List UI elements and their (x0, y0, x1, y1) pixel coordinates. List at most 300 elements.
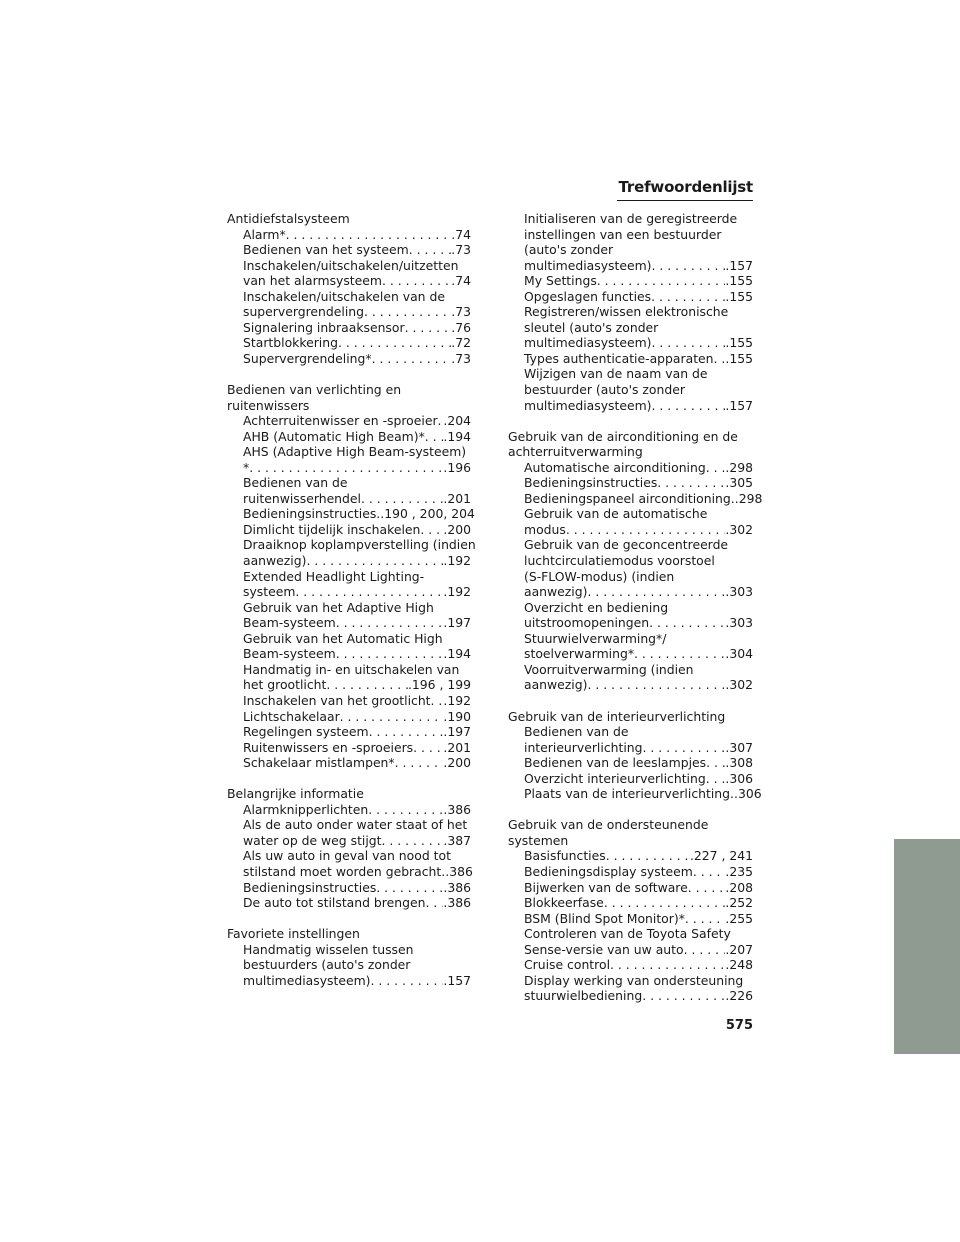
dot-leader (684, 942, 726, 958)
section-title: Gebruik van de interieurverlichting (508, 708, 726, 724)
entry-text-line: Inschakelen/uitschakelen van de (243, 288, 445, 304)
index-entry (227, 569, 471, 600)
entry-page-ref: .304 (725, 646, 753, 662)
dot-leader (382, 273, 451, 289)
dot-leader (295, 584, 443, 600)
entry-page-ref: .73 (451, 350, 471, 366)
entry-last-line (243, 755, 471, 771)
entry-last-line (243, 895, 471, 911)
entry-page-ref: .197 (443, 724, 471, 740)
index-entry (227, 351, 471, 367)
entry-term: multimediasysteem) (524, 397, 652, 413)
entry-last-line (524, 957, 753, 973)
entry-term: Achterruitenwisser en -sproeier (243, 413, 438, 429)
entry-page-ref: .155 (725, 335, 753, 351)
entry-last-line (524, 335, 753, 351)
entry-text-line: Wijzigen van de naam van de (524, 366, 708, 382)
entry-text-line: Registreren/wissen elektronische (524, 304, 729, 320)
index-entry (508, 273, 753, 289)
dot-leader (382, 833, 444, 849)
dot-leader (566, 522, 726, 538)
entry-page-ref: .155 (725, 288, 753, 304)
index-column-right (508, 211, 763, 1019)
entry-last-line (524, 522, 753, 538)
page-header-title: Trefwoordenlijst (618, 178, 753, 196)
entry-term: Schakelaar mistlampen* (243, 755, 395, 771)
entry-term: stoelverwarming* (524, 646, 635, 662)
entry-term: multimediasysteem) (524, 335, 652, 351)
section-title: Gebruik van de ondersteunende (508, 817, 709, 833)
entry-last-line (524, 615, 753, 631)
entry-text-line: AHS (Adaptive High Beam-systeem) (243, 444, 467, 460)
entry-term: Sense-versie van uw auto (524, 941, 684, 957)
entry-term: het grootlicht (243, 677, 327, 693)
index-entry (227, 693, 471, 709)
index-section (508, 211, 753, 413)
entry-page-ref: .192 (443, 553, 471, 569)
entry-text-line: (S-FLOW-modus) (indien (524, 568, 675, 584)
entry-term: uitstroomopeningen (524, 615, 650, 631)
entry-page-ref: .307 (725, 739, 753, 755)
index-column-left (227, 211, 476, 1004)
entry-term: Bedieningsinstructies (524, 475, 658, 491)
entry-last-line (524, 460, 753, 476)
entry-page-ref: .235 (725, 863, 753, 879)
dot-leader (706, 771, 726, 787)
entry-term: Beam-systeem (243, 646, 336, 662)
entry-term: Signalering inbraaksensor (243, 319, 405, 335)
entry-page-ref: .303 (725, 615, 753, 631)
entry-last-line (243, 491, 471, 507)
dot-leader (606, 848, 690, 864)
entry-last-line (524, 351, 753, 367)
entry-page-ref: .200 (443, 755, 471, 771)
entry-term: Dimlicht tijdelijk inschakelen (243, 521, 421, 537)
index-entry (227, 895, 471, 911)
entry-page-ref: .196 (443, 459, 471, 475)
entry-text-line: Handmatig wisselen tussen (243, 941, 414, 957)
index-entry (227, 724, 471, 740)
entry-text-line: bestuurders (auto's zonder (243, 957, 411, 973)
dot-leader (643, 740, 726, 756)
index-entry (508, 537, 753, 599)
index-entry (508, 724, 753, 755)
index-entry (227, 227, 471, 243)
index-entry (227, 817, 471, 848)
index-entry (508, 864, 753, 880)
entry-page-ref: .302 (725, 521, 753, 537)
entry-term: My Settings (524, 273, 597, 289)
entry-page-ref: .157 (443, 972, 471, 988)
index-entry (227, 755, 471, 771)
entry-page-ref: .157 (725, 397, 753, 413)
entry-text-line: Initialiseren van de geregistreerde (524, 211, 738, 226)
entry-text-line: Overzicht en bediening (524, 599, 669, 615)
entry-last-line (524, 771, 753, 787)
entry-last-line (524, 273, 753, 289)
dot-leader (657, 475, 725, 491)
entry-page-ref: .306 (734, 786, 762, 802)
entry-term: De auto tot stilstand brengen (243, 895, 426, 911)
entry-last-line (243, 304, 471, 320)
entry-text-line: Gebruik van de automatische (524, 506, 708, 522)
entry-last-line (524, 289, 753, 305)
entry-term: Startblokkering (243, 335, 338, 351)
index-entry (508, 366, 753, 413)
entry-page-ref: .302 (725, 677, 753, 693)
dot-leader (597, 273, 726, 289)
entry-last-line (524, 786, 762, 802)
entry-last-line (243, 320, 471, 336)
dot-leader (405, 320, 452, 336)
index-entry (227, 242, 471, 258)
dot-leader (652, 398, 726, 414)
entry-term: supervergrendeling (243, 304, 364, 320)
entry-term: Ruitenwissers en -sproeiers (243, 739, 414, 755)
section-title: Bedienen van verlichting en (227, 382, 402, 398)
entry-page-ref: .386 (443, 879, 471, 895)
index-entry (508, 848, 753, 864)
entry-last-line (524, 398, 753, 414)
entry-last-line (524, 988, 753, 1004)
dot-leader (652, 335, 726, 351)
entry-last-line (243, 724, 471, 740)
index-entry (508, 304, 753, 351)
index-entry (227, 320, 471, 336)
entry-term: Bedieningspaneel airconditioning (524, 490, 731, 506)
entry-page-ref: .207 (725, 941, 753, 957)
index-section (508, 428, 763, 693)
entry-term: stuurwielbediening (524, 988, 643, 1004)
dot-leader (409, 242, 452, 258)
entry-page-ref: .72 (451, 335, 471, 351)
entry-last-line (243, 460, 471, 476)
entry-last-line (524, 646, 753, 662)
entry-last-line (524, 258, 753, 274)
entry-term: aanwezig) (524, 584, 588, 600)
index-entry (227, 289, 471, 320)
index-section (227, 786, 471, 910)
section-title: achterruitverwarming (508, 444, 643, 460)
index-entry (227, 880, 471, 896)
entry-text-line: sleutel (auto's zonder (524, 319, 659, 335)
section-title: systemen (508, 832, 569, 848)
index-entry (227, 522, 471, 538)
entry-page-ref: .194 (443, 428, 471, 444)
entry-term: BSM (Blind Spot Monitor)* (524, 910, 685, 926)
entry-page-ref: .190 (443, 708, 471, 724)
index-entry (227, 802, 471, 818)
entry-term: Bedieningsinstructies (243, 506, 377, 522)
dot-leader (371, 973, 444, 989)
entry-last-line (524, 880, 753, 896)
entry-text-line: luchtcirculatiemodus voorstoel (524, 553, 715, 569)
entry-page-ref: .303 (725, 584, 753, 600)
dot-leader (336, 646, 444, 662)
entry-term: aanwezig) (524, 677, 588, 693)
entry-term: interieurverlichting (524, 739, 643, 755)
dot-leader (634, 646, 725, 662)
entry-last-line (524, 677, 753, 693)
dot-leader (706, 460, 726, 476)
dot-leader (368, 802, 443, 818)
dot-leader (651, 289, 725, 305)
index-section (227, 382, 476, 771)
entry-last-line (243, 242, 471, 258)
entry-term: ruitenwisserhendel (243, 490, 361, 506)
entry-page-ref: .252 (725, 895, 753, 911)
index-section (508, 708, 762, 802)
entry-page-ref: .73 (451, 242, 471, 258)
index-entry (508, 289, 753, 305)
dot-leader (340, 709, 444, 725)
dot-leader (610, 957, 725, 973)
entry-last-line (243, 615, 471, 631)
section-title: Favoriete instellingen (227, 926, 360, 942)
index-section (227, 211, 471, 366)
dot-leader (286, 227, 452, 243)
entry-term: multimediasysteem) (524, 257, 652, 273)
entry-term: Opgeslagen functies (524, 288, 652, 304)
entry-page-ref: .192 (443, 692, 471, 708)
entry-term: Supervergrendeling* (243, 350, 372, 366)
index-entry (227, 740, 471, 756)
dot-leader (306, 553, 443, 569)
index-section (508, 817, 753, 1004)
page-number: 575 (725, 1018, 753, 1033)
entry-page-ref: .386 (443, 895, 471, 911)
entry-page-ref: .74 (451, 273, 471, 289)
index-entry (508, 973, 753, 1004)
index-entry (508, 211, 753, 273)
entry-page-ref: .192 (443, 584, 471, 600)
entry-text-line: Gebruik van het Automatic High (243, 630, 443, 646)
entry-last-line (243, 553, 471, 569)
entry-last-line (243, 335, 471, 351)
index-entry (508, 755, 753, 771)
entry-term: Overzicht interieurverlichting (524, 770, 706, 786)
dot-leader (425, 429, 444, 445)
entry-text-line: Controleren van de Toyota Safety (524, 926, 731, 942)
dot-leader (642, 988, 725, 1004)
dot-leader (688, 880, 726, 896)
entry-text-line: Gebruik van de geconcentreerde (524, 537, 729, 553)
section-title: Belangrijke informatie (227, 786, 364, 802)
dot-leader (431, 693, 444, 709)
entry-term: Regelingen systeem (243, 724, 369, 740)
entry-last-line (243, 584, 471, 600)
entry-term: Bijwerken van de software (524, 879, 688, 895)
dot-leader (361, 491, 443, 507)
entry-page-ref: .386 (443, 801, 471, 817)
entry-term: Basisfuncties (524, 848, 606, 864)
index-entry (227, 413, 471, 429)
entry-term: Bedieningsinstructies (243, 879, 377, 895)
entry-page-ref: .227 , 241 (689, 848, 753, 864)
entry-last-line (524, 911, 753, 927)
entry-text-line: Handmatig in- en uitschakelen van (243, 661, 460, 677)
index-entry (227, 335, 471, 351)
entry-text-line: instellingen van een bestuurder (524, 226, 722, 242)
entry-page-ref: .194 (443, 646, 471, 662)
entry-last-line (524, 848, 753, 864)
dot-leader (420, 522, 443, 538)
section-title: ruitenwissers (227, 397, 310, 413)
entry-term: water op de weg stijgt (243, 832, 382, 848)
entry-page-ref: .73 (451, 304, 471, 320)
entry-text-line: Inschakelen/uitschakelen/uitzetten (243, 257, 459, 273)
entry-term: Alarmknipperlichten (243, 801, 369, 817)
entry-last-line (243, 351, 471, 367)
entry-page-ref: .208 (725, 879, 753, 895)
index-entry (227, 258, 471, 289)
entry-last-line (524, 584, 753, 600)
entry-page-ref: .298 (734, 490, 763, 506)
index-entry (227, 848, 471, 879)
entry-text-line: bestuurder (auto's zonder (524, 382, 685, 398)
entry-last-line (243, 429, 471, 445)
index-entry (227, 429, 471, 445)
entry-text-line: Extended Headlight Lighting- (243, 568, 425, 584)
index-entry (227, 506, 475, 522)
entry-term: stilstand moet worden gebracht (243, 863, 442, 879)
entry-page-ref: .308 (725, 755, 753, 771)
dot-leader (685, 911, 726, 927)
header-rule (617, 200, 753, 201)
index-entry (508, 490, 763, 507)
dot-leader (372, 351, 452, 367)
index-entry (508, 631, 753, 662)
entry-last-line (243, 740, 471, 756)
entry-text-line: Bedienen van de (243, 475, 348, 491)
entry-last-line (243, 506, 475, 522)
entry-page-ref: .201 (443, 739, 471, 755)
entry-last-line (243, 880, 471, 896)
entry-last-line (243, 677, 471, 693)
entry-term: multimediasysteem) (243, 972, 371, 988)
index-entry (227, 444, 471, 475)
entry-last-line (243, 227, 471, 243)
dot-leader (652, 258, 726, 274)
index-entry (508, 957, 753, 973)
entry-last-line (243, 646, 471, 662)
entry-term: Bedienen van de leeslampjes (524, 755, 707, 771)
entry-text-line: Gebruik van het Adaptive High (243, 599, 434, 615)
entry-page-ref: .248 (725, 957, 753, 973)
entry-page-ref: .200 (443, 521, 471, 537)
entry-page-ref: .305 (725, 475, 753, 491)
index-entry (227, 537, 476, 569)
entry-text-line: Bedienen van de (524, 724, 629, 740)
entry-text-line: Display werking van ondersteuning (524, 972, 744, 988)
entry-term: Types authenticatie-apparaten (524, 350, 714, 366)
dot-leader (649, 615, 725, 631)
entry-page-ref: .226 (725, 988, 753, 1004)
index-entry (508, 475, 753, 491)
entry-last-line (243, 833, 471, 849)
index-entry (227, 942, 471, 989)
index-entry (227, 600, 471, 631)
entry-last-line (524, 864, 753, 880)
entry-text-line: Draaiknop koplampverstelling (indien (243, 537, 476, 553)
index-entry (227, 662, 471, 693)
index-entry (508, 351, 753, 367)
index-entry (508, 506, 753, 537)
entry-page-ref: .298 (725, 459, 753, 475)
entry-last-line (524, 755, 753, 771)
dot-leader (326, 677, 408, 693)
entry-text-line: Als uw auto in geval van nood tot (243, 848, 451, 864)
index-entry (508, 880, 753, 896)
entry-term: aanwezig) (243, 553, 307, 569)
entry-last-line (243, 802, 471, 818)
entry-page-ref: .155 (725, 350, 753, 366)
entry-last-line (243, 693, 471, 709)
entry-last-line (524, 490, 763, 507)
entry-term: Bedieningsdisplay systeem (524, 863, 693, 879)
entry-page-ref: .201 (443, 490, 471, 506)
index-entry (227, 709, 471, 725)
dot-leader (338, 335, 451, 351)
index-section (227, 926, 471, 988)
dot-leader (364, 304, 451, 320)
entry-term: Blokkeerfase (524, 895, 604, 911)
entry-term: Plaats van de interieurverlichting (524, 786, 731, 802)
entry-last-line (243, 413, 471, 429)
entry-term: van het alarmsysteem (243, 273, 382, 289)
entry-last-line (524, 942, 753, 958)
section-tab-marker (894, 839, 960, 1054)
entry-last-line (524, 895, 753, 911)
entry-last-line (524, 740, 753, 756)
dot-leader (604, 895, 726, 911)
dot-leader (425, 895, 443, 911)
entry-last-line (243, 973, 471, 989)
entry-page-ref: .204 (443, 413, 471, 429)
section-title: Gebruik van de airconditioning en de (508, 428, 738, 444)
index-entry (508, 895, 753, 911)
entry-text-line: Stuurwielverwarming*/ (524, 630, 667, 646)
entry-text-line: Als de auto onder water staat of het (243, 817, 468, 833)
entry-page-ref: .190 , 200, 204 (380, 506, 475, 522)
dot-leader (413, 740, 443, 756)
dot-leader (395, 755, 444, 771)
entry-page-ref: .76 (451, 319, 471, 335)
index-entry (508, 662, 753, 693)
entry-last-line (243, 864, 471, 880)
entry-page-ref: .155 (725, 273, 753, 289)
dot-leader (714, 351, 726, 367)
index-entry (508, 771, 753, 787)
entry-page-ref: .157 (725, 257, 753, 273)
dot-leader (587, 677, 725, 693)
entry-last-line (243, 522, 471, 538)
dot-leader (369, 724, 444, 740)
entry-term: Inschakelen van het grootlicht (243, 692, 431, 708)
index-entry (508, 926, 753, 957)
dot-leader (587, 584, 725, 600)
index-entry (508, 600, 753, 631)
entry-term: Alarm* (243, 226, 286, 242)
entry-term: Automatische airconditioning (524, 459, 706, 475)
entry-text-line: (auto's zonder (524, 242, 614, 258)
entry-page-ref: .197 (443, 615, 471, 631)
entry-term: Lichtschakelaar (243, 708, 340, 724)
entry-term: AHB (Automatic High Beam)* (243, 428, 425, 444)
dot-leader (706, 755, 725, 771)
index-entry (508, 460, 753, 476)
entry-term: Cruise control (524, 957, 611, 973)
